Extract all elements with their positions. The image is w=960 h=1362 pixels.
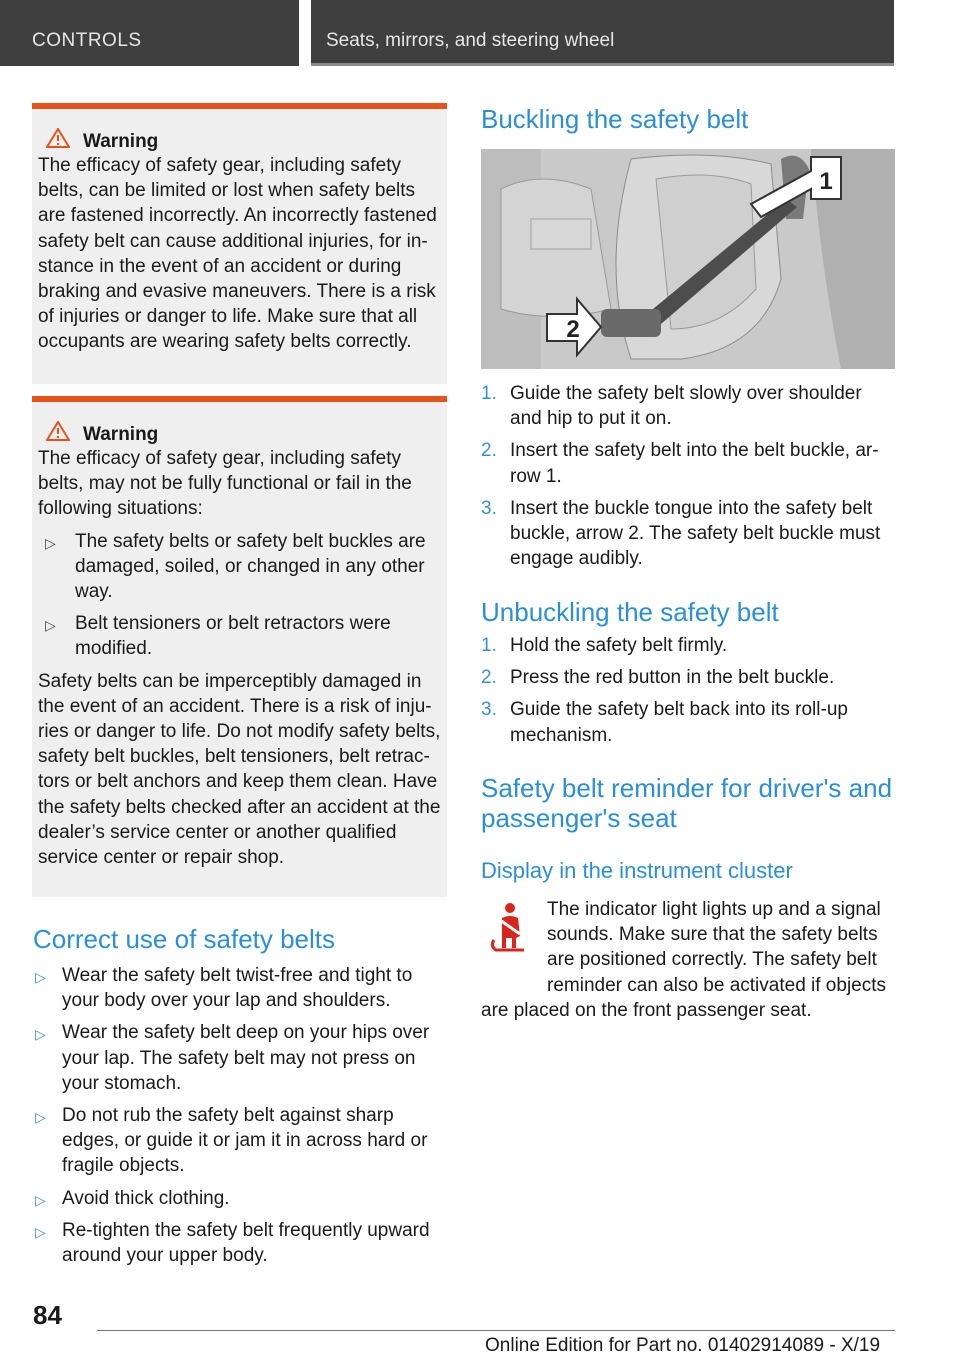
arrow-label-2: 2 [566,316,580,343]
page-number: 84 [33,1300,62,1330]
unbuckling-steps [481,633,895,755]
warning-bullet: ▷ The safety belts or safety belt buckles are damaged, soiled, or changed in any other way. [45,530,426,603]
warning-triangle-icon [46,128,70,148]
triangle-bullet-icon: ▷ [35,1223,46,1240]
buckling-steps [481,381,895,578]
reminder-subheading: Display in the instrument cluster [481,858,793,883]
list-item: ▷ Avoid thick clothing. [33,1186,445,1211]
warning-box-2 [32,396,447,897]
correct-use-heading: Correct use of safety belts [33,924,336,954]
warning-intro: The efficacy of safety gear, including safety belts, may not be fully functional or fail in the following situations: [38,448,412,520]
footer-rule [97,1330,895,1331]
header-divider [301,0,303,66]
triangle-bullet-icon: ▷ [35,1191,46,1208]
section-title: CONTROLS [32,30,142,51]
list-item: 2. Insert the safety belt into the belt buckle, ar-row 1. [481,440,879,487]
reminder-text: The indicator light lights up and a signal sounds. Make sure that the safety belts are positioned correctly. The safety belt reminder can also be activated if objects are placed on the front passenger seat. [481,899,887,1021]
warning-box-1 [32,103,447,384]
unbuckling-heading: Unbuckling the safety belt [481,597,779,627]
triangle-bullet-icon: ▷ [45,534,56,551]
footer-edition: Online Edition for Part no. 01402914089 - X/19 [485,1335,881,1356]
seat-belt-illustration [481,149,895,369]
list-item: ▷ Wear the safety belt twist-free and tight to your body over your lap and shoulders. [35,965,413,1012]
warning-title: Warning [83,424,159,445]
arrow-label-1: 1 [819,168,833,195]
list-item: 1. Guide the safety belt slowly over shoulder and hip to put it on. [481,383,862,430]
triangle-bullet-icon: ▷ [35,969,46,985]
list-item: ▷ Re-tighten the safety belt frequently upward around your upper body. [35,1219,430,1267]
list-item: ▷ Do not rub the safety belt against sharp edges, or guide it or jam it in across hard or fragile objects. [35,1105,428,1177]
buckling-heading: Buckling the safety belt [481,104,749,134]
triangle-bullet-icon: ▷ [45,617,56,634]
icon-spacer [481,897,547,973]
warning-title: Warning [83,131,159,152]
chapter-tab [311,0,894,66]
list-item: 3. Insert the buckle tongue into the safety belt buckle, arrow 2. The safety belt buckle must engage audibly. [481,497,881,570]
warning-bullet: ▷ Belt tensioners or belt retractors were modified. [45,613,391,660]
list-item: 2. Press the red button in the belt buckle. [481,667,835,689]
warning-text: The efficacy of safety gear, including safety belts, can be limited or lost when safety belts are fastened incorrectly. An incorrectly fastened safety belt can cause additional injuries, for in-stance in the event of an accident or during braking and evasive maneuvers. There is a risk of injuries or danger to life. Make sure that all occupants are wearing safety belts correctly. [38,155,437,353]
list-item: 1. Hold the safety belt firmly. [481,635,728,656]
triangle-bullet-icon: ▷ [35,1109,46,1126]
section-tab [0,0,299,66]
reminder-heading: Safety belt reminder for driver's and passenger's seat [481,773,893,833]
warning-outro: Safety belts can be imperceptibly damaged in the event of an accident. There is a risk of inju-ries or danger to life. Do not modify safety belts, safety belt buckles, belt tensioners, belt retrac-tors or belt anchors and keep them clean. Have the safety belts checked after an accident at the dealer’s service center or another qualified service center or repair shop. [38,670,441,869]
correct-use-list [33,963,445,1275]
list-item: ▷ Wear the safety belt deep on your hips over your lap. The safety belt may not press on your stomach. [35,1022,430,1094]
warning-triangle-icon [46,421,70,441]
chapter-title: Seats, mirrors, and steering wheel [326,30,615,51]
list-item: 3. Guide the safety belt back into its roll-up mechanism. [481,699,848,746]
triangle-bullet-icon: ▷ [35,1026,46,1043]
